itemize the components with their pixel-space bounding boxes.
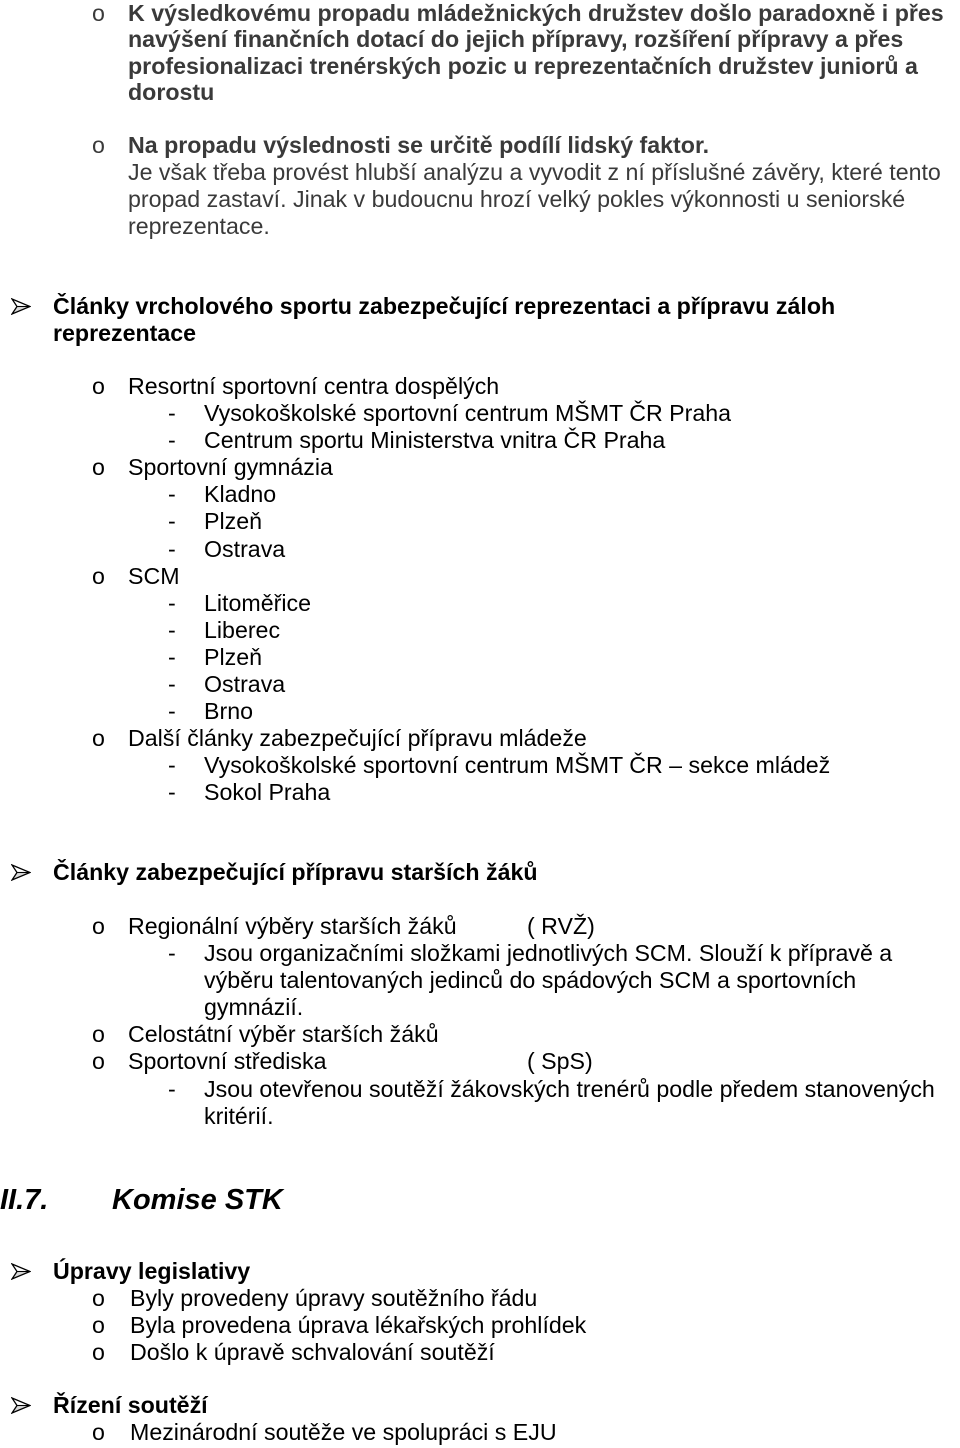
section-competitions <box>0 1392 960 1446</box>
paragraph-text: profesionalizaci trenérských pozic u reprezentačních družstev juniorů a <box>128 52 918 79</box>
dash-bullet-marker: - <box>168 752 176 779</box>
section-heading-older-pupils <box>0 859 960 886</box>
circle-bullet-marker: o <box>92 373 105 399</box>
circle-bullet-marker: o <box>92 1312 105 1339</box>
circle-bullet-marker: o <box>92 1339 105 1366</box>
dash-bullet-marker: - <box>168 535 176 562</box>
list-item-text: Vysokoškolské sportovní centrum MŠMT ČR Praha <box>204 400 732 427</box>
paragraph-line <box>0 186 960 213</box>
list-group-title <box>0 1021 960 1048</box>
intro-item-results-decline <box>0 0 960 106</box>
dash-bullet-marker: - <box>168 589 176 616</box>
list-item <box>0 617 960 644</box>
dash-bullet-marker: - <box>168 698 176 725</box>
chapter-title: Komise STK <box>112 1184 283 1216</box>
dash-bullet-marker: - <box>168 779 176 806</box>
group-abbreviation: ( SpS) <box>527 1048 593 1075</box>
list-item <box>0 508 960 535</box>
list-item-text: Centrum sportu Ministerstva vnitra ČR Praha <box>204 427 666 454</box>
list-item-text: Plzeň <box>204 508 263 535</box>
paragraph-line <box>0 53 960 79</box>
heading-line <box>0 1392 960 1419</box>
list-item <box>0 481 960 508</box>
paragraph-line <box>0 132 960 159</box>
list-item <box>0 590 960 617</box>
list-item <box>0 1076 960 1103</box>
group-abbreviation: ( RVŽ) <box>527 913 595 939</box>
list-item-text: Vysokoškolské sportovní centrum MŠMT ČR – sekce mládež <box>204 752 831 779</box>
list-group-title <box>0 563 960 590</box>
list-item <box>0 1285 960 1312</box>
paragraph-line <box>0 213 960 240</box>
list-item <box>0 1339 960 1366</box>
paragraph-line <box>0 0 960 26</box>
circle-bullet-marker: o <box>92 725 105 752</box>
arrowhead-bullet-icon <box>11 864 31 881</box>
list-item <box>0 1419 960 1446</box>
section-heading-text: Úpravy legislativy <box>53 1258 251 1284</box>
section-heading-text: reprezentace <box>53 320 197 347</box>
section-heading-text: Články zabezpečující přípravu starších žáků <box>53 859 538 885</box>
paragraph-text: reprezentace. <box>128 213 270 240</box>
paragraph-lead: Na propadu výslednosti se určitě podílí lidský faktor. <box>128 132 710 158</box>
list-item-text: Byly provedeny úpravy soutěžního řádu <box>130 1285 538 1312</box>
section-legislation <box>0 1258 960 1366</box>
dash-bullet-marker: - <box>168 671 176 698</box>
dash-bullet-marker: - <box>168 400 176 427</box>
paragraph-line <box>0 79 960 105</box>
chapter-heading <box>0 1183 960 1217</box>
list-item-text: Brno <box>204 698 253 725</box>
dash-bullet-marker: - <box>168 940 176 967</box>
circle-bullet-marker: o <box>92 132 105 158</box>
list-item <box>0 644 960 671</box>
list-item <box>0 698 960 725</box>
list-item <box>0 400 960 427</box>
paragraph-text: navýšení finančních dotací do jejich přípravy, rozšíření přípravy a přes <box>128 26 904 53</box>
dash-bullet-marker: - <box>168 481 176 508</box>
group-title-text: Sportovní střediska <box>128 1048 327 1075</box>
list-item-text: Došlo k úpravě schvalování soutěží <box>130 1339 495 1366</box>
list-item-text: Sokol Praha <box>204 779 331 806</box>
list-item-text: Litoměřice <box>204 589 311 616</box>
list-item-continuation <box>0 994 960 1021</box>
dash-bullet-marker: - <box>168 643 176 670</box>
paragraph-text: propad zastaví. Jinak v budoucnu hrozí velký pokles výkonnosti u seniorské <box>128 186 906 213</box>
list-item <box>0 536 960 563</box>
circle-bullet-marker: o <box>92 1021 105 1048</box>
list-item <box>0 427 960 454</box>
circle-bullet-marker: o <box>92 913 105 939</box>
group-title-text: Další články zabezpečující přípravu mládeže <box>128 725 587 752</box>
dash-bullet-marker: - <box>168 427 176 454</box>
paragraph-text: K výsledkovému propadu mládežnických družstev došlo paradoxně i přes <box>128 0 944 26</box>
circle-bullet-marker: o <box>92 1048 105 1075</box>
paragraph-text: Je však třeba provést hlubší analýzu a vyvodit z ní příslušné závěry, které tento <box>128 159 941 186</box>
dash-bullet-marker: - <box>168 508 176 535</box>
heading-line <box>0 1258 960 1285</box>
list-item <box>0 940 960 967</box>
group-title-text: SCM <box>128 562 180 589</box>
list-item-text: gymnázií. <box>204 994 304 1021</box>
paragraph-line <box>0 159 960 186</box>
circle-bullet-marker: o <box>92 1285 105 1312</box>
group-title-text: Regionální výběry starších žáků <box>128 913 457 939</box>
list-item-continuation <box>0 967 960 994</box>
intro-item-human-factor <box>0 132 960 240</box>
top-sport-list <box>0 373 960 807</box>
group-title-text: Sportovní gymnázia <box>128 454 333 481</box>
list-item <box>0 779 960 806</box>
older-pupils-list <box>0 913 960 1130</box>
heading-line <box>0 859 960 886</box>
list-item-text: Plzeň <box>204 643 263 670</box>
group-title-text: Celostátní výběr starších žáků <box>128 1021 439 1048</box>
list-group-title <box>0 373 960 400</box>
list-group-title <box>0 913 960 940</box>
circle-bullet-marker: o <box>92 562 105 589</box>
list-group-title <box>0 454 960 481</box>
arrowhead-bullet-icon <box>11 1263 31 1280</box>
list-item-text: Jsou otevřenou soutěží žákovských trenérů podle předem stanovených <box>204 1075 935 1102</box>
list-item-text: Byla provedena úprava lékařských prohlídek <box>130 1312 587 1339</box>
list-item-text: Ostrava <box>204 671 286 698</box>
circle-bullet-marker: o <box>92 1419 105 1446</box>
list-item <box>0 671 960 698</box>
section-heading-text: Články vrcholového sportu zabezpečující reprezentaci a přípravu záloh <box>53 293 836 319</box>
arrowhead-bullet-icon <box>11 298 31 315</box>
list-item-text: Liberec <box>204 616 281 643</box>
heading-line <box>0 293 960 320</box>
list-item-text: Mezinárodní soutěže ve spolupráci s EJU <box>130 1419 557 1446</box>
section-heading-text: Řízení soutěží <box>53 1392 208 1418</box>
dash-bullet-marker: - <box>168 1075 176 1102</box>
list-item-text: výběru talentovaných jedinců do spádových SCM a sportovních <box>204 967 857 994</box>
heading-line <box>0 320 960 347</box>
list-item-text: Ostrava <box>204 535 286 562</box>
list-item-text: Kladno <box>204 481 277 508</box>
chapter-number: II.7. <box>0 1184 49 1216</box>
list-group-title <box>0 725 960 752</box>
circle-bullet-marker: o <box>92 454 105 481</box>
arrowhead-bullet-icon <box>11 1397 31 1414</box>
dash-bullet-marker: - <box>168 616 176 643</box>
list-item-continuation <box>0 1103 960 1130</box>
group-title-text: Resortní sportovní centra dospělých <box>128 373 500 399</box>
section-heading-top-sport <box>0 293 960 347</box>
list-group-title <box>0 1048 960 1075</box>
list-item-text: Jsou organizačními složkami jednotlivých SCM. Slouží k přípravě a <box>204 940 893 967</box>
circle-bullet-marker: o <box>92 0 105 26</box>
list-item <box>0 1312 960 1339</box>
paragraph-text: dorostu <box>128 79 215 106</box>
list-item-text: kritérií. <box>204 1102 274 1129</box>
list-item <box>0 752 960 779</box>
paragraph-line <box>0 26 960 52</box>
